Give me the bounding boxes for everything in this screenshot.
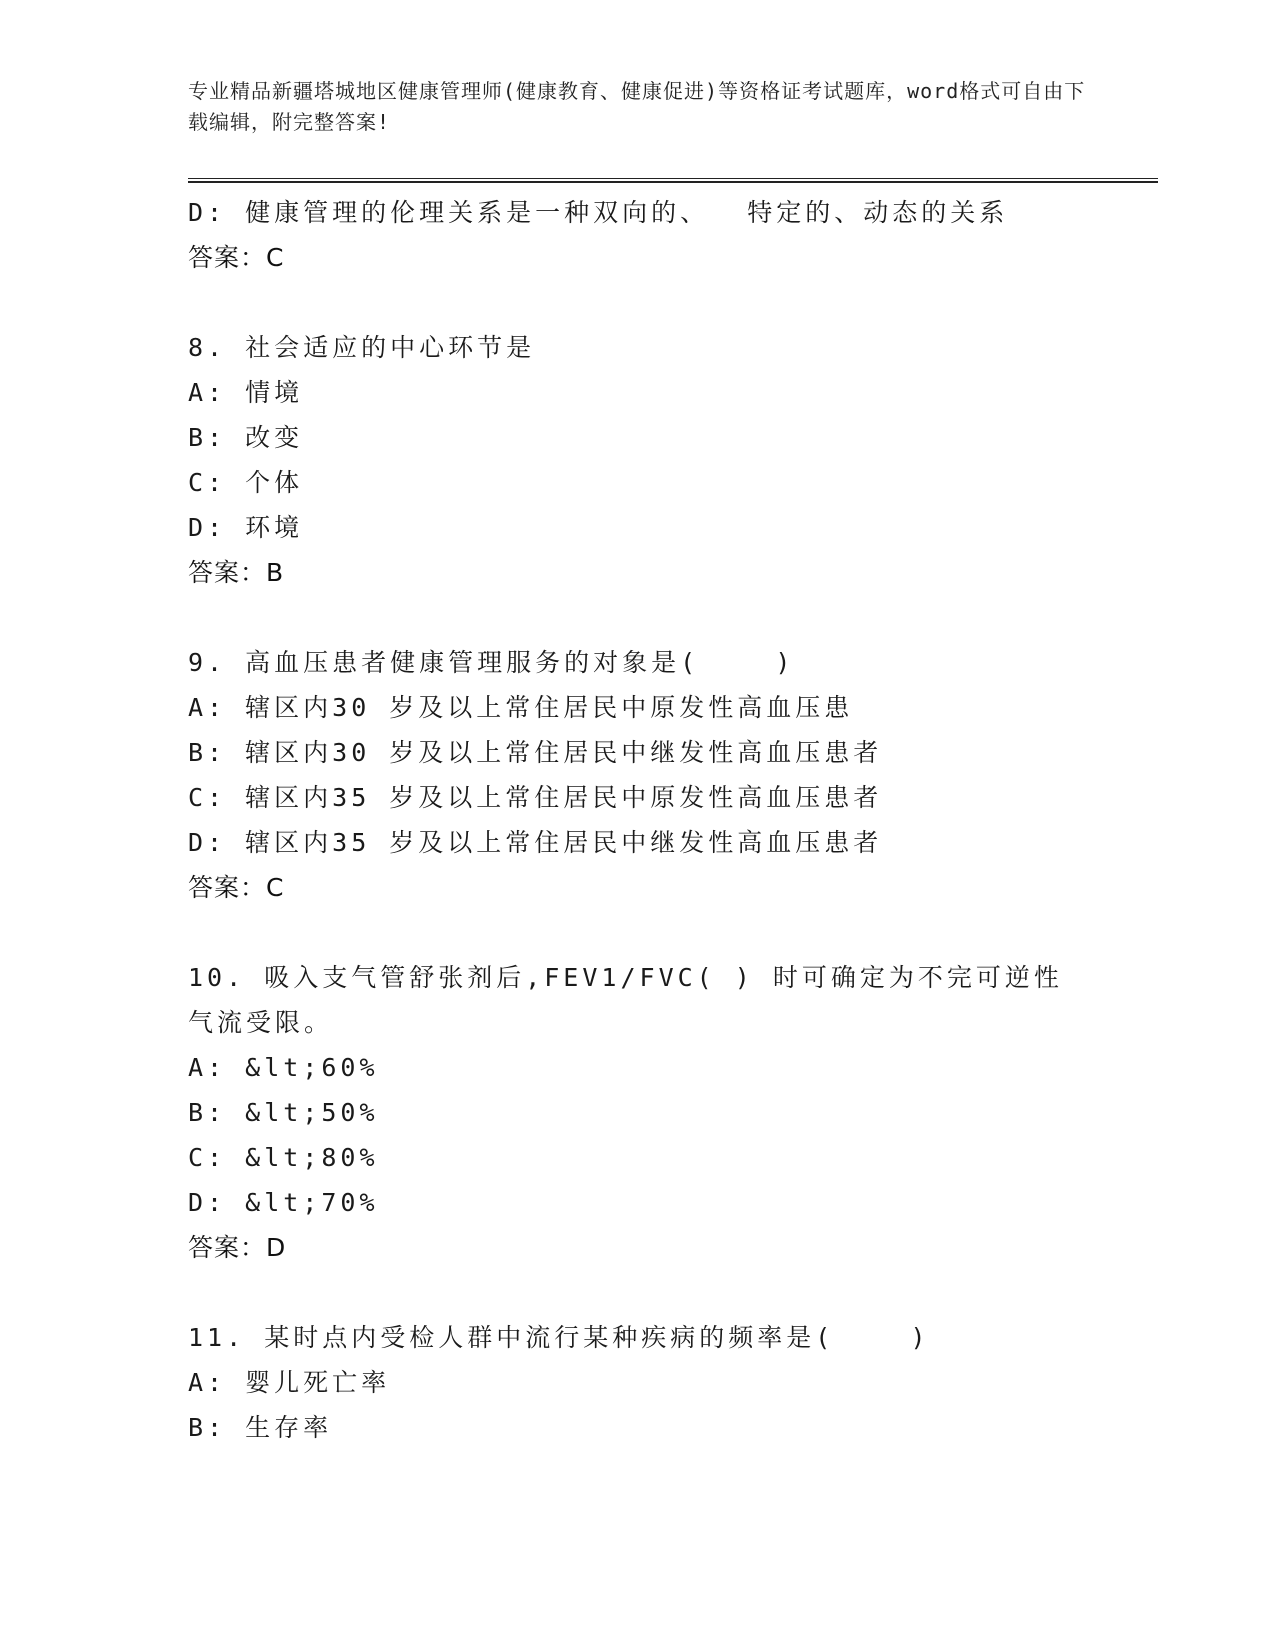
option-c: C: &lt;80%	[188, 1143, 379, 1172]
option-c: C: 个体	[188, 468, 304, 497]
question-stem: 9. 高血压患者健康管理服务的对象是( )	[188, 648, 795, 677]
option-d: D: 环境	[188, 513, 304, 542]
question-10	[188, 955, 1148, 1270]
question-7-tail	[188, 190, 1148, 280]
question-stem: 8. 社会适应的中心环节是	[188, 333, 536, 362]
option-b: B: 辖区内30 岁及以上常住居民中继发性高血压患者	[188, 738, 883, 767]
question-8	[188, 325, 1148, 595]
option-c: C: 辖区内35 岁及以上常住居民中原发性高血压患者	[188, 783, 883, 812]
option-a: A: 辖区内30 岁及以上常住居民中原发性高血压患	[188, 693, 854, 722]
question-list	[188, 190, 1148, 1450]
answer-line: 答案：B	[188, 558, 285, 587]
answer-line: 答案：C	[188, 243, 285, 272]
answer-line: 答案：D	[188, 1233, 287, 1262]
option-b: B: 生存率	[188, 1413, 333, 1442]
spacer	[188, 1270, 1148, 1315]
header-divider-thick	[188, 181, 1158, 183]
option-d: D: 健康管理的伦理关系是一种双向的、 特定的、动态的关系	[188, 198, 1009, 227]
spacer	[188, 910, 1148, 955]
option-d: D: 辖区内35 岁及以上常住居民中继发性高血压患者	[188, 828, 883, 857]
option-b: B: 改变	[188, 423, 304, 452]
option-a: A: &lt;60%	[188, 1053, 379, 1082]
option-a: A: 婴儿死亡率	[188, 1368, 391, 1397]
answer-line: 答案：C	[188, 873, 285, 902]
option-a: A: 情境	[188, 378, 304, 407]
question-stem: 11. 某时点内受检人群中流行某种疾病的频率是( )	[188, 1323, 930, 1352]
option-d: D: &lt;70%	[188, 1188, 379, 1217]
option-b: B: &lt;50%	[188, 1098, 379, 1127]
spacer	[188, 280, 1148, 325]
document-header: 专业精品新疆塔城地区健康管理师(健康教育、健康促进)等资格证考试题库，word格式可自由下载编辑，附完整答案!	[188, 79, 1086, 134]
question-9	[188, 640, 1148, 910]
header-divider-thin	[188, 178, 1158, 179]
spacer	[188, 595, 1148, 640]
question-stem: 10. 吸入支气管舒张剂后,FEV1/FVC( ) 时可确定为不完可逆性气流受限。	[188, 963, 1063, 1037]
question-11	[188, 1315, 1148, 1450]
